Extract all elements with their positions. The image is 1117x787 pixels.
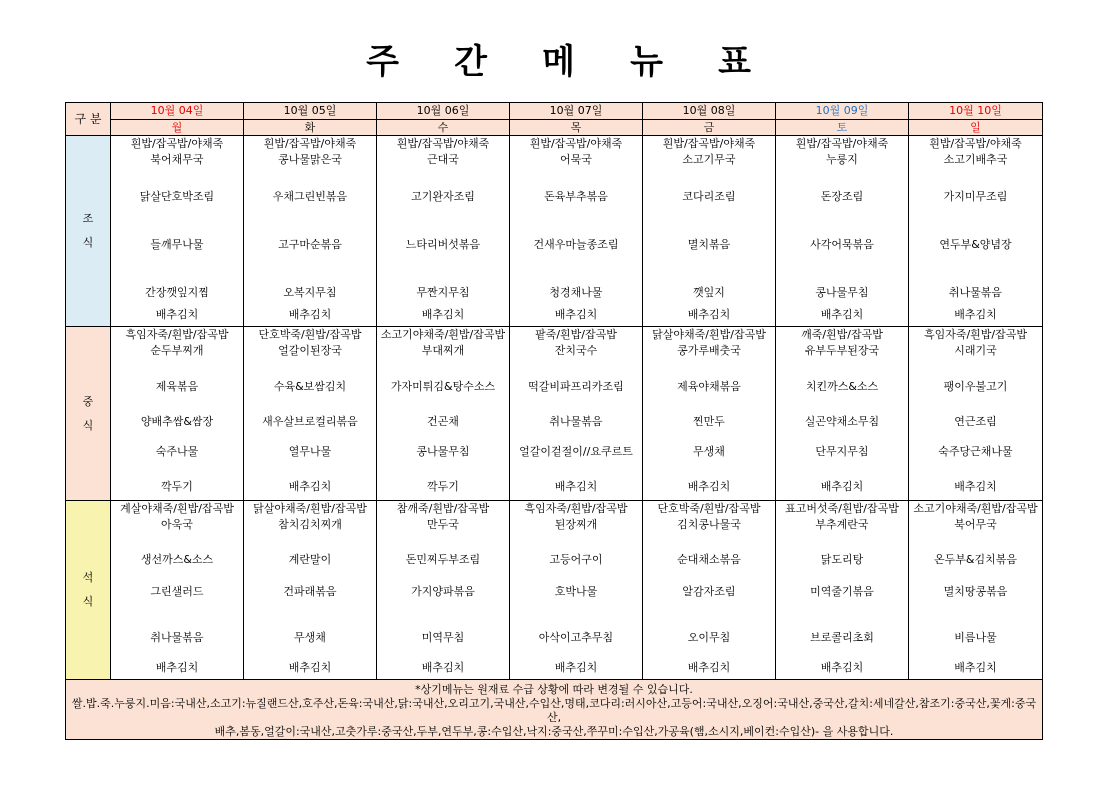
menu-item: 흰밥/잡곡밥/야채죽 (662, 137, 756, 150)
menu-item: 어묵국 (560, 153, 592, 166)
day-weekday: 목 (510, 120, 643, 136)
menu-item: 연두부&양념장 (939, 238, 1012, 251)
day-date: 10월 06일 (377, 103, 510, 120)
menu-cell (776, 327, 909, 501)
menu-item: 새우살브로컬리볶음 (262, 415, 358, 428)
menu-cell (510, 327, 643, 501)
menu-item: 브로콜리초회 (810, 631, 874, 644)
menu-item: 닭살야채죽/흰밥/잡곡밥 (253, 502, 367, 515)
menu-item: 배추김치 (954, 480, 997, 493)
menu-item: 코다리조림 (682, 190, 736, 203)
menu-item: 돈민찌두부조림 (405, 553, 481, 566)
menu-item: 양배추쌈&쌈장 (140, 415, 214, 428)
menu-item: 흰밥/잡곡밥/야채죽 (929, 137, 1022, 150)
menu-item: 배추김치 (820, 661, 864, 674)
menu-item: 수육&보쌈김치 (273, 380, 347, 393)
menu-item: 김치콩나물국 (677, 518, 741, 531)
menu-item: 깨죽/흰밥/잡곡밥 (801, 328, 883, 341)
menu-item: 팽이우불고기 (943, 380, 1008, 393)
menu-item: 순두부찌개 (150, 344, 204, 357)
menu-item: 콩나물무침 (815, 286, 869, 299)
menu-item: 멸치볶음 (687, 238, 731, 251)
menu-item: 건곤채 (427, 415, 459, 428)
menu-cell (643, 327, 776, 501)
menu-item: 오이무침 (687, 631, 731, 644)
menu-item: 흰밥/잡곡밥/야채죽 (529, 137, 623, 150)
meal-row (66, 501, 1043, 680)
menu-item: 배추김치 (155, 661, 199, 674)
title-char: 간 (454, 42, 487, 82)
day-weekday: 월 (111, 120, 244, 136)
menu-item: 연근조림 (954, 415, 997, 428)
menu-item: 소고기무국 (682, 153, 736, 166)
menu-item: 단호박죽/흰밥/잡곡밥 (657, 502, 761, 515)
menu-item: 떡갈비파프리카조림 (528, 380, 624, 393)
day-date: 10월 08일 (643, 103, 776, 120)
notes-row (66, 680, 1043, 740)
menu-item: 생선까스&소스 (140, 553, 214, 566)
menu-item: 계란말이 (288, 553, 332, 566)
menu-item: 제육야채볶음 (677, 380, 741, 393)
menu-item: 우채그린빈볶음 (272, 190, 348, 203)
menu-item: 소고기야채죽/흰밥/잡곡밥 (380, 328, 506, 341)
menu-item: 흑임자죽/흰밥/잡곡밥 (125, 328, 229, 341)
menu-item: 돈육부추볶음 (544, 190, 608, 203)
menu-item: 닭살야채죽/흰밥/잡곡밥 (652, 328, 766, 341)
menu-item: 참깨죽/흰밥/잡곡밥 (396, 502, 490, 515)
day-date: 10월 05일 (244, 103, 377, 120)
menu-item: 얼갈이된장국 (278, 344, 342, 357)
menu-item: 치킨까스&소스 (805, 380, 879, 393)
menu-item: 된장찌개 (554, 518, 598, 531)
menu-item: 북어무국 (954, 518, 997, 531)
weekly-menu-table (65, 102, 1043, 740)
menu-item: 느타리버섯볶음 (405, 238, 481, 251)
menu-item: 무생채 (294, 631, 326, 644)
menu-item: 순대채소볶음 (677, 553, 741, 566)
menu-item: 표고버섯죽/흰밥/잡곡밥 (785, 502, 899, 515)
menu-cell (244, 136, 377, 327)
menu-item: 흰밥/잡곡밥/야채죽 (130, 137, 224, 150)
menu-item: 배추김치 (421, 308, 465, 321)
menu-item: 부추계란국 (815, 518, 869, 531)
menu-cell (776, 136, 909, 327)
menu-item: 깻잎지 (693, 286, 725, 299)
day-weekday: 금 (643, 120, 776, 136)
menu-item: 콩나물무침 (416, 445, 470, 458)
day-date: 10월 07일 (510, 103, 643, 120)
menu-item: 사각어묵볶음 (810, 238, 874, 251)
menu-item: 가지미무조림 (943, 190, 1008, 203)
menu-item: 배추김치 (687, 308, 731, 321)
menu-item: 배추김치 (954, 661, 997, 674)
menu-cell (111, 501, 244, 680)
menu-item: 배추김치 (288, 661, 332, 674)
menu-item: 흰밥/잡곡밥/야채죽 (263, 137, 357, 150)
menu-cell (909, 136, 1043, 327)
page-title (0, 34, 1117, 83)
menu-cell (510, 136, 643, 327)
menu-item: 온두부&김치볶음 (934, 553, 1017, 566)
menu-item: 누룽지 (826, 153, 858, 166)
meal-row (66, 136, 1043, 327)
menu-cell (244, 327, 377, 501)
menu-item: 미역무침 (421, 631, 465, 644)
menu-item: 북어채무국 (150, 153, 204, 166)
menu-item: 콩나물맑은국 (278, 153, 342, 166)
menu-item: 배추김치 (155, 308, 199, 321)
title-char: 주 (366, 42, 399, 82)
menu-item: 닭살단호박조림 (139, 190, 215, 203)
menu-item: 배추김치 (820, 308, 864, 321)
menu-item: 배추김치 (421, 661, 465, 674)
menu-item: 배추김치 (820, 480, 864, 493)
menu-cell (909, 501, 1043, 680)
menu-item: 만두국 (427, 518, 459, 531)
meal-label: 석 식 (66, 501, 111, 680)
menu-item: 닭도리탕 (820, 553, 864, 566)
menu-cell (510, 501, 643, 680)
menu-item: 배추김치 (687, 480, 731, 493)
title-char: 메 (542, 42, 575, 82)
menu-item: 멸치땅콩볶음 (943, 585, 1008, 598)
menu-item: 알감자조림 (682, 585, 736, 598)
day-date: 10월 09일 (776, 103, 909, 120)
menu-item: 배추김치 (288, 308, 332, 321)
menu-cell (377, 327, 510, 501)
menu-item: 호박나물 (554, 585, 598, 598)
note-line: *상기메뉴는 원재료 수급 상황에 따라 변경될 수 있습니다. (415, 683, 693, 696)
date-row (66, 103, 1043, 120)
menu-item: 아삭이고추무침 (538, 631, 614, 644)
menu-item: 가자미튀김&탕수소스 (390, 380, 496, 393)
menu-item: 잔치국수 (554, 344, 598, 357)
menu-item: 얼갈이겉절이//요쿠르트 (519, 445, 633, 458)
menu-item: 취나물볶음 (948, 286, 1003, 299)
menu-item: 숙주나물 (155, 445, 199, 458)
menu-item: 소고기야채죽/흰밥/잡곡밥 (913, 502, 1038, 515)
meal-row (66, 327, 1043, 501)
note-line: 쌀.밥.죽.누룽지.미음:국내산,소고기:뉴질랜드산,호주산,돈육:국내산,닭:국내산,오리고기,국내산,수입산,명태,코다리:러시아산,고등어:국내산,오징어:국내산,중국산,갈치:세네갈산,참조기:중국산,꽃게:중국산, (71, 697, 1037, 724)
menu-item: 무짠지무침 (416, 286, 470, 299)
menu-item: 고구마순볶음 (278, 238, 342, 251)
menu-item: 깍두기 (161, 480, 193, 493)
menu-item: 취나물볶음 (549, 415, 603, 428)
menu-item: 깍두기 (427, 480, 459, 493)
menu-cell (377, 136, 510, 327)
menu-item: 유부두부된장국 (804, 344, 880, 357)
menu-item: 근대국 (427, 153, 459, 166)
menu-item: 단호박죽/흰밥/잡곡밥 (258, 328, 362, 341)
day-weekday: 토 (776, 120, 909, 136)
menu-item: 소고기배추국 (943, 153, 1008, 166)
day-weekday: 일 (909, 120, 1043, 136)
menu-item: 무생채 (693, 445, 725, 458)
day-weekday: 수 (377, 120, 510, 136)
menu-cell (244, 501, 377, 680)
menu-cell (377, 501, 510, 680)
menu-item: 시래기국 (954, 344, 997, 357)
menu-item: 참치김치찌개 (278, 518, 342, 531)
menu-item: 취나물볶음 (150, 631, 204, 644)
menu-item: 고기완자조림 (411, 190, 475, 203)
menu-item: 팥죽/흰밥/잡곡밥 (535, 328, 617, 341)
menu-item: 그린샐러드 (150, 585, 204, 598)
menu-item: 배추김치 (554, 661, 598, 674)
menu-item: 배추김치 (554, 308, 598, 321)
title-char: 표 (718, 42, 751, 82)
menu-item: 오복지무침 (283, 286, 337, 299)
meal-label: 조 식 (66, 136, 111, 327)
menu-item: 비름나물 (954, 631, 997, 644)
note-line: 배추,봄동,얼갈이:국내산,고춧가루:중국산,두부,연두부,콩:수입산,낙지:중국산,쭈꾸미:수입산,가공육(햄,소시지,베이컨:수입산)- 을 사용합니다. (214, 725, 894, 738)
menu-item: 건파래볶음 (283, 585, 337, 598)
day-weekday: 화 (244, 120, 377, 136)
menu-cell (111, 136, 244, 327)
menu-item: 찐만두 (693, 415, 725, 428)
menu-cell (643, 136, 776, 327)
menu-item: 간장깻잎지찜 (145, 286, 209, 299)
meal-label: 중 식 (66, 327, 111, 501)
menu-item: 돈장조림 (820, 190, 864, 203)
menu-item: 배추김치 (954, 308, 997, 321)
menu-item: 흰밥/잡곡밥/야채죽 (795, 137, 889, 150)
menu-item: 열무나물 (288, 445, 332, 458)
menu-item: 고등어구이 (549, 553, 603, 566)
menu-cell (643, 501, 776, 680)
menu-cell (776, 501, 909, 680)
menu-cell (111, 327, 244, 501)
menu-item: 계살야채죽/흰밥/잡곡밥 (120, 502, 234, 515)
menu-item: 배추김치 (288, 480, 332, 493)
menu-item: 배추김치 (554, 480, 598, 493)
menu-item: 흑임자죽/흰밥/잡곡밥 (923, 328, 1028, 341)
menu-item: 숙주당근채나물 (938, 445, 1013, 458)
menu-item: 콩가루배춧국 (677, 344, 741, 357)
menu-cell (909, 327, 1043, 501)
category-label: 구 분 (66, 103, 111, 136)
title-char: 뉴 (630, 42, 663, 82)
menu-item: 부대찌개 (421, 344, 465, 357)
menu-item: 배추김치 (687, 661, 731, 674)
menu-item: 미역줄기볶음 (810, 585, 874, 598)
day-date: 10월 04일 (111, 103, 244, 120)
menu-item: 단무지무침 (815, 445, 869, 458)
menu-item: 흰밥/잡곡밥/야채죽 (396, 137, 490, 150)
menu-item: 가지양파볶음 (411, 585, 475, 598)
menu-item: 제육볶음 (155, 380, 199, 393)
menu-item: 청경채나물 (549, 286, 603, 299)
weekday-row (66, 120, 1043, 136)
menu-item: 흑임자죽/흰밥/잡곡밥 (524, 502, 628, 515)
menu-item: 들깨무나물 (150, 238, 204, 251)
menu-item: 아욱국 (161, 518, 193, 531)
notes-cell (66, 680, 1043, 740)
day-date: 10월 10일 (909, 103, 1043, 120)
menu-item: 건새우마늘종조림 (533, 238, 619, 251)
menu-item: 실곤약채소무침 (804, 415, 880, 428)
